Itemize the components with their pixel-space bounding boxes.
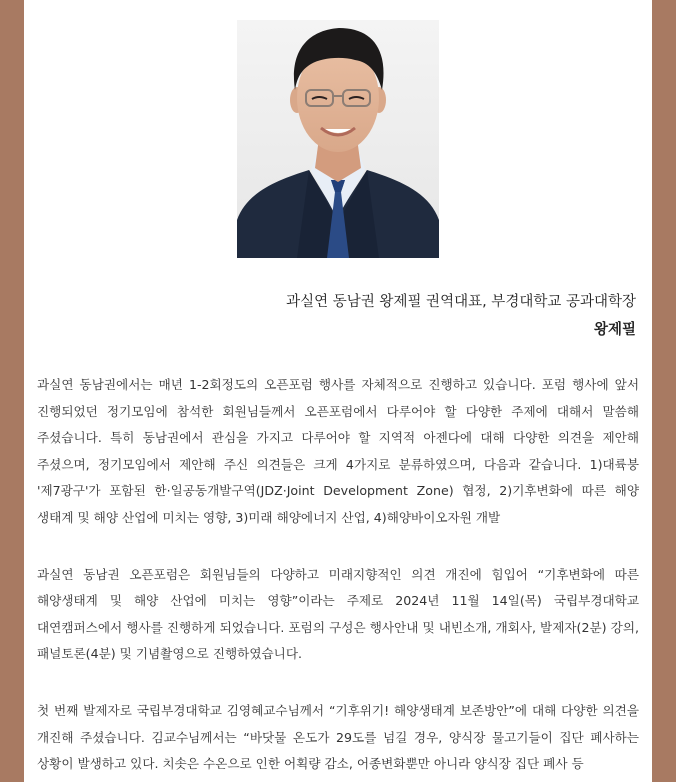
author-byline bbox=[286, 290, 636, 342]
author-portrait bbox=[237, 20, 439, 258]
body-paragraph: 과실연 동남권 오픈포럼은 회원님들의 다양하고 미래지향적인 의견 개진에 힘입어 “기후변화에 따른 해양생태계 및 해양 산업에 미치는 영향”이라는 주제로 2024년 11월 14일(목) 국립부경대학교 대연캠퍼스에서 행사를 진행하게 되었습니다. 포럼의 구성은 행사안내 및 내빈소개, 개회사, 발제자(2분) 강의, 패널토론(4분) 및 기념촬영으로 진행하였습니다. bbox=[37, 566, 639, 662]
body-paragraph: 과실연 동남권에서는 매년 1-2회정도의 오픈포럼 행사를 자체적으로 진행하고 있습니다. 포럼 행사에 앞서 진행되었던 정기모임에 참석한 회원님들께서 오픈포럼에서 다루어야 할 다양한 주제에 대해서 말씀해 주셨습니다. 특히 동남권에서 관심을 가지고 다루어야 할 지역적 아젠다에 대해 다양한 의견을 제안해 주셨으며, 정기모임에서 제안해 주신 의견들은 크게 4가지로 분류하였으며, 다음과 같습니다. 1)대륙붕 '제7광구'가 포함된 한·일공동개발구역(JDZ·Joint Development Zone) 협정, 2)기후변화에 따른 해양 생태계 및 해양 산업에 미치는 영향, 3)미래 해양에너지 산업, 4)해양바이오자원 개발 bbox=[37, 377, 639, 525]
article-body bbox=[37, 372, 639, 782]
author-affiliation: 과실연 동남권 왕제필 권역대표, 부경대학교 공과대학장 bbox=[286, 294, 636, 310]
body-paragraph: 첫 번째 발제자로 국립부경대학교 김영혜교수님께서 “기후위기! 해양생태계 보존방안”에 대해 다양한 의견을 개진해 주셨습니다. 김교수님께서는 “바닷물 온도가 29도를 넘길 경우, 양식장 물고기들이 집단 폐사하는 상황이 발생하고 있다. 치솟은 수온으로 인한 어획량 감소, 어종변화뿐만 아니라 양식장 집단 폐사 등 bbox=[37, 702, 639, 772]
article-page bbox=[24, 0, 652, 782]
author-name: 왕제필 bbox=[593, 322, 636, 338]
